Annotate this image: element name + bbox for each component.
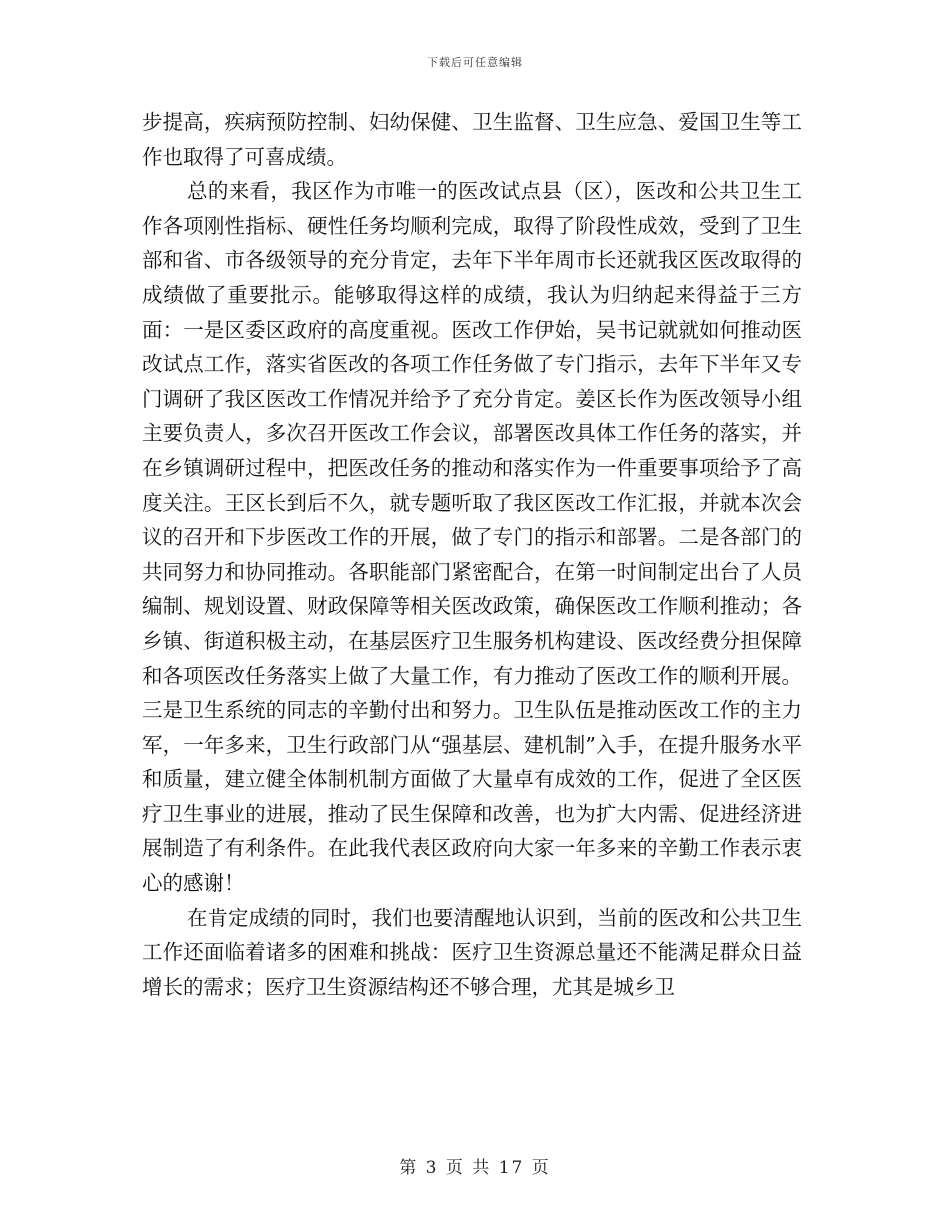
paragraph-continuation: 步提高，疾病预防控制、妇幼保健、卫生监督、卫生应急、爱国卫生等工作也取得了可喜成绩。 xyxy=(142,110,802,169)
document-body xyxy=(142,105,802,1004)
page-header-note: 下载后可任意编辑 xyxy=(427,56,523,69)
page-number-footer: 第 3 页 共 17 页 xyxy=(399,1158,551,1178)
paragraph-achievements: 总的来看，我区作为市唯一的医改试点县（区），医改和公共卫生工作各项刚性指标、硬性任务均顺利完成，取得了阶段性成效，受到了卫生部和省、市各级领导的充分肯定，去年下半年周市长还就我区医改取得的成绩做了重要批示。能够取得这样的成绩，我认为归纳起来得益于三方面：一是区委区政府的高度重视。医改工作伊始，吴书记就就如何推动医改试点工作，落实省医改的各项工作任务做了专门指示，去年下半年又专门调研了我区医改工作情况并给予了充分肯定。姜区长作为医改领导小组主要负责人，多次召开医改工作会议，部署医改具体工作任务的落实，并在乡镇调研过程中，把医改任务的推动和落实作为一件重要事项给予了高度关注。王区长到后不久，就专题听取了我区医改工作汇报，并就本次会议的召开和下步医改工作的开展，做了专门的指示和部署。二是各部门的共同努力和协同推动。各职能部门紧密配合，在第一时间制定出台了人员编制、规划设置、财政保障等相关医改政策，确保医改工作顺利推动；各乡镇、街道积极主动，在基层医疗卫生服务机构建设、医改经费分担保障和各项医改任务落实上做了大量工作，有力推动了医改工作的顺利开展。三是卫生系统的同志的辛勤付出和努力。卫生队伍是推动医改工作的主力军，一年多来，卫生行政部门从“强基层、建机制”入手，在提升服务水平和质量，建立健全体制机制方面做了大量卓有成效的工作，促进了全区医疗卫生事业的进展，推动了民生保障和改善，也为扩大内需、促进经济进展制造了有利条件。在此我代表区政府向大家一年多来的辛勤工作表示衷心的感谢！ xyxy=(142,179,802,896)
paragraph-challenges: 在肯定成绩的同时，我们也要清醒地认识到，当前的医改和公共卫生工作还面临着诸多的困难和挑战：医疗卫生资源总量还不能满足群众日益增长的需求；医疗卫生资源结构还不够合理，尤其是城乡卫 xyxy=(142,905,802,999)
